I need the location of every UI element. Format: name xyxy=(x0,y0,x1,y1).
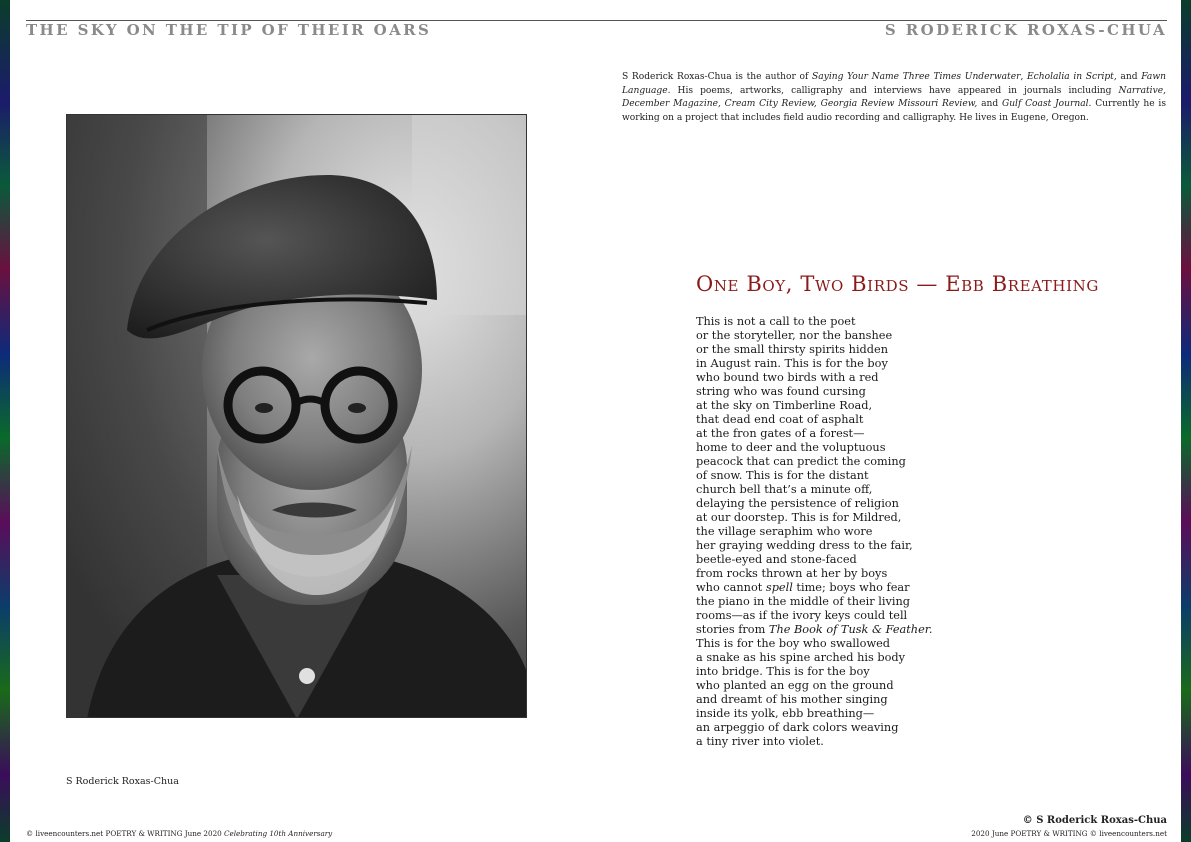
poem-line: delaying the persistence of religion xyxy=(696,497,899,510)
poem-line: church bell that’s a minute off, xyxy=(696,483,873,496)
poem-body xyxy=(696,315,933,749)
running-author: S RODERICK ROXAS-CHUA xyxy=(884,21,1167,39)
poem-line: her graying wedding dress to the fair, xyxy=(696,539,913,552)
bio-text: . Currently he is working on a project that includes field audio recording and calligraphy. He lives in Eugene, Oregon. xyxy=(622,99,1166,123)
bio-text: . His poems, artworks, calligraphy and interviews have appeared in journals including xyxy=(667,85,1119,96)
bio-text: , xyxy=(1020,72,1028,82)
poem-line: who planted an egg on the ground xyxy=(696,679,894,692)
poem-line: at the sky on Timberline Road, xyxy=(696,399,873,412)
poem-line: an arpeggio of dark colors weaving xyxy=(696,721,899,734)
portrait-illustration xyxy=(67,115,527,718)
footer-text: © liveencounters.net POETRY & WRITING June 2020 xyxy=(26,829,224,838)
poem-text: stories from xyxy=(696,623,769,636)
poem-emphasis: spell xyxy=(765,581,793,594)
poem-line: beetle-eyed and stone-faced xyxy=(696,553,857,566)
poem-line: a tiny river into violet. xyxy=(696,735,824,748)
author-portrait-photo xyxy=(66,114,527,718)
poem-line: peacock that can predict the coming xyxy=(696,455,906,468)
poem-line: This is for the boy who swallowed xyxy=(696,637,891,650)
poem-line xyxy=(696,623,933,637)
poem-line: the piano in the middle of their living xyxy=(696,595,910,608)
poem-book-title: The Book of Tusk & Feather. xyxy=(768,623,933,636)
bio-book-title: Fawn Language xyxy=(622,72,1166,96)
poem-line: the village seraphim who wore xyxy=(696,525,873,538)
footer-anniversary: Celebrating 10th Anniversary xyxy=(224,829,333,838)
poem-line: or the storyteller, nor the banshee xyxy=(696,329,893,342)
footer-right: 2020 June POETRY & WRITING © liveencounters.net xyxy=(971,829,1167,838)
poem-line: from rocks thrown at her by boys xyxy=(696,567,888,580)
bio-journals: Narrative, December Magazine, Cream City Review, Georgia Review Missouri Review, xyxy=(622,85,1166,110)
poem-line: who bound two birds with a red xyxy=(696,371,879,384)
poem-text: time; boys who fear xyxy=(792,581,910,594)
poem-title: One Boy, Two Birds — Ebb Breathing xyxy=(696,272,1099,296)
poem-line: that dead end coat of asphalt xyxy=(696,413,864,426)
poem-line: into bridge. This is for the boy xyxy=(696,665,870,678)
poem-line xyxy=(696,581,933,595)
bio-text: and xyxy=(977,99,1002,110)
bio-book-title: Saying Your Name Three Times Underwater xyxy=(812,72,1021,82)
poem-line: string who was found cursing xyxy=(696,385,866,398)
bio-text: S Roderick Roxas-Chua is the author of xyxy=(622,72,813,82)
photo-caption: S Roderick Roxas-Chua xyxy=(66,776,179,787)
footer-left xyxy=(26,829,332,838)
poem-text: who cannot xyxy=(696,581,766,594)
poem-copyright: © S Roderick Roxas-Chua xyxy=(1022,815,1167,826)
poem-line: home to deer and the voluptuous xyxy=(696,441,886,454)
poem-line: of snow. This is for the distant xyxy=(696,469,869,482)
poem-line: and dreamt of his mother singing xyxy=(696,693,888,706)
poem-line: in August rain. This is for the boy xyxy=(696,357,888,370)
poem-line: or the small thirsty spirits hidden xyxy=(696,343,888,356)
decorative-right-border xyxy=(1181,0,1191,842)
poem-line: This is not a call to the poet xyxy=(696,315,856,328)
bio-text: , and xyxy=(1113,72,1142,82)
running-title: THE SKY ON THE TIP OF THEIR OARS xyxy=(26,21,432,39)
bio-book-title: Echolalia in Script xyxy=(1027,72,1114,82)
poem-line: at our doorstep. This is for Mildred, xyxy=(696,511,902,524)
poem-line: rooms—as if the ivory keys could tell xyxy=(696,609,908,622)
bio-journal-title: Gulf Coast Journal xyxy=(1001,99,1089,110)
poem-line: a snake as his spine arched his body xyxy=(696,651,906,664)
magazine-spread xyxy=(10,0,1181,842)
author-bio xyxy=(622,71,1166,125)
poem-line: at the fron gates of a forest— xyxy=(696,427,865,440)
decorative-left-border xyxy=(0,0,10,842)
poem-line: inside its yolk, ebb breathing— xyxy=(696,707,875,720)
